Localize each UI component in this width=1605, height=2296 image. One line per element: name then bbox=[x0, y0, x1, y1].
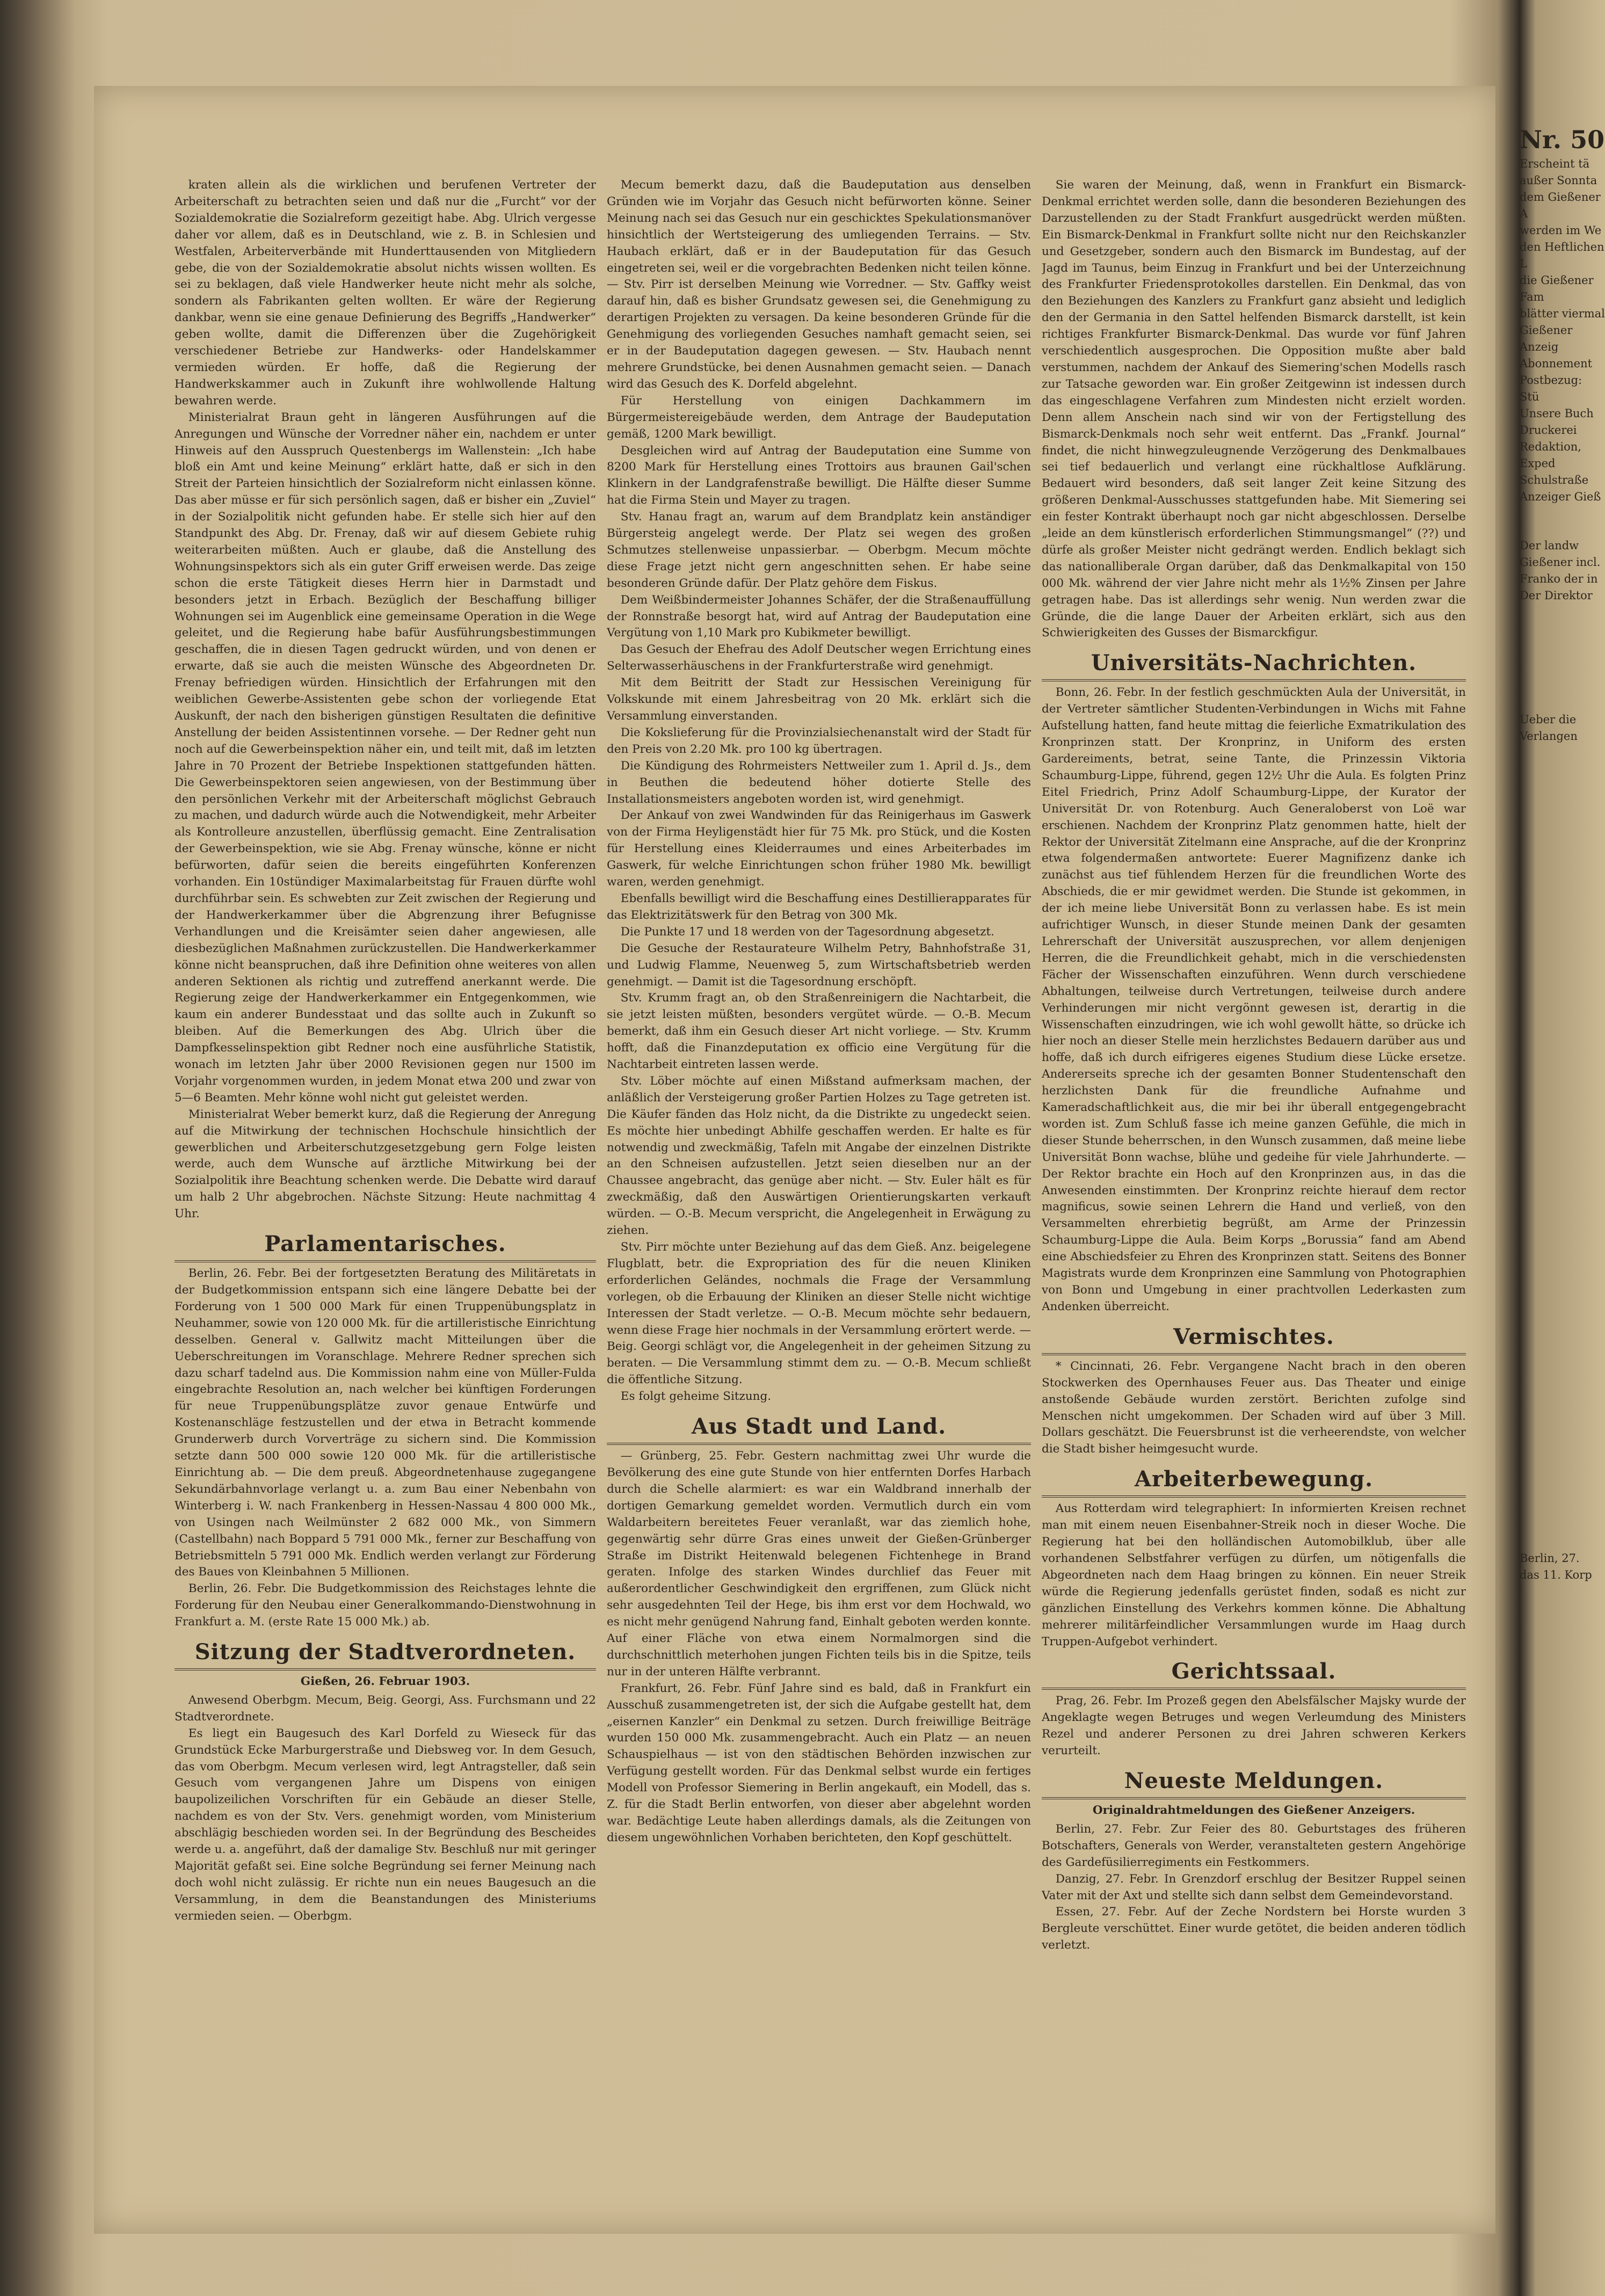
article-paragraph: Stv. Krumm fragt an, ob den Straßenreinigern die Nachtarbeit, die sie jetzt leisten müßten, besonders vergütet würde. — O.-B. Mecum bemerkt, daß ihm ein Gesuch dieser Art nicht vorliege. — Stv. Krumm hofft, daß die Finanzdeputation ex officio eine Vergütung für die Nachtarbeit eintreten lassen werde. bbox=[607, 991, 1031, 1072]
section-heading-vermischtes: Vermischtes. bbox=[1042, 1321, 1466, 1355]
article-paragraph: Es liegt ein Baugesuch des Karl Dorfeld zu Wieseck für das Grundstück Ecke Marburgerstraße und Diebsweg vor. In dem Gesuch, das vom Oberbgm. Mecum verlesen wird, legt Antragsteller, daß sein Gesuch vom vergangenen Jahre um Dispens von einigen baupolizeilichen Vorschriften für ein Gebäude an dieser Stelle, nachdem es von der Stv. Vers. genehmigt worden, vom Ministerium abschlägig beschieden worden sei. In der Begründung des Bescheides werde u. a. angeführt, daß der damalige Stv. Beschluß nur mit geringer Majorität gefaßt sei. Eine solche Begründung sei ferner Meinung nach doch wohl nicht zulässig. Er richte nun ein neues Baugesuch an die Versammlung, in dem die Beanstandungen des Ministeriums vermieden seien. — Oberbgm. bbox=[175, 1726, 596, 1923]
article-paragraph: Bonn, 26. Febr. In der festlich geschmückten Aula der Universität, in der Vertreter sämtlicher Studenten-Verbindungen in Wichs mit Fahne Aufstellung hatten, fand heute mittag die feierliche Exmatrikulation des Kronprinzen statt. Der Kronprinz, in Uniform des ersten Gardereiments, betrat, seine Tante, die Prinzessin Viktoria Schaumburg-Lippe, führend, gegen 12½ Uhr die Aula. Es folgten Prinz Eitel Friedrich, Prinz Adolf Schaumburg-Lippe, der Kurator der Universität Dr. von Rotenburg. Auch Generaloberst von Loë war erschienen. Nachdem der Kronprinz Platz genommen hatte, hielt der Rektor der Universität Zitelmann eine Ansprache, auf die der Kronprinz etwa folgendermaßen antwortete: Euerer Magnifizenz danke ich zunächst aus tief fühlendem Herzen für die freundlichen Worte des Abschieds, die er mir gewidmet werden. Die Stunde ist gekommen, in der ich meine liebe Universität Bonn zu verlassen habe. Es ist mein aufrichtiger Wunsch, in dieser Stunde meinen Dank der gesamten Lehrerschaft der Universität auszusprechen, vor allem denjenigen Herren, die die Freundlichkeit gehabt, mich in die verschiedensten Fächer der Wissenschaften einzuführen. Wenn durch verschiedene Abhaltungen, teilweise durch Vertretungen, teilweise durch andere Verhinderungen mir nicht vergönnt gewesen ist, derartig in die Wissenschaften einzudringen, wie ich wohl gewollt hätte, so drücke ich hier noch an dieser Stelle mein herzlichstes Bedauern darüber aus und hoffe, daß ich durch eifrigeres eigenes Studium diese Lücke ersetze. Andererseits spreche ich der gesamten Bonner Studentenschaft den herzlichsten Dank für die freundliche Aufnahme und Kameradschaftlichkeit aus, die mir bei ihr überall entgegengebracht worden ist. Zum Schluß fasse ich meine ganzen Gefühle, die mich in dieser Stunde beherrschen, in den Wunsch zusammen, daß meine liebe Universität Bonn wachse, blühe und gedeihe für viele Jahrhunderte. — Der Rektor brachte ein Hoch auf den Kronprinzen aus, in das die Anwesenden einstimmten. Der Kronprinz reichte hierauf dem rector magnificus, sowie seinen Lehrern die Hand und verließ, von den Versammelten ehrerbietig begrüßt, am Arme der Prinzessin Schaumburg-Lippe die Aula. Beim Korps „Borussia“ fand am Abend eine Abschiedsfeier zu Ehren des Kronprinzen statt. Seitens des Bonner Magistrats wurde dem Kronprinzen eine Sammlung von Photographien von Bonn und Umgebung in einer prachtvollen Lederkasten zum Andenken überreicht. bbox=[1042, 686, 1466, 1313]
facing-line: Ueber die bbox=[1520, 713, 1577, 726]
article-paragraph: kraten allein als die wirklichen und berufenen Vertreter der Arbeiterschaft zu betrachten seien und daß nur die „Furcht“ vor der Sozialdemokratie die Sozialreform gezeitigt habe. Abg. Ulrich vergesse daher vor allem, daß es in Deutschland, wie z. B. in Schlesien und Westfalen, Arbeiterverbände mit Hunderttausenden von Mitgliedern gebe, die von der Sozialdemokratie absolut nichts wissen wollten. Es sei zu beklagen, daß viele Handwerker heute nicht mehr als solche, sondern als Fabrikanten gelten wollten. Er wäre der Regierung dankbar, wenn sie eine genaue Definierung des Begriffs „Handwerker“ geben wollte, damit die Differenzen über die Zugehörigkeit verschiedener Betriebe zur Handwerks- oder Handelskammer vermieden würden. Er hoffe, daß die Regierung der Handwerkskammer auch in Zukunft ihre wohlwollende Haltung bewahren werde. bbox=[175, 178, 596, 408]
facing-line: Redaktion, Exped bbox=[1520, 440, 1581, 470]
facing-line: Unsere Buch bbox=[1520, 407, 1594, 420]
column-3 bbox=[1042, 177, 1466, 2218]
wire-subheading: Originaldrahtmeldungen des Gießener Anzeigers. bbox=[1092, 1804, 1415, 1818]
facing-line: Gießener incl. bbox=[1520, 556, 1601, 569]
facing-line: die Gießener Fam bbox=[1520, 274, 1594, 303]
article-paragraph: Berlin, 26. Febr. Bei der fortgesetzten Beratung des Militäretats in der Budgetkommission entspann sich eine längere Debatte bei der Forderung von 1 500 000 Mark für einen Truppenübungsplatz in Neuhammer, sowie von 120 000 Mk. für die artilleristische Einrichtung desselben. General v. Gallwitz macht Mitteilungen über die Ueberschreitungen im Voranschlage. Mehrere Redner sprechen sich dazu scharf tadelnd aus. Die Kommission nahm eine von Müller-Fulda eingebrachte Resolution an, nach welcher bei künftigen Forderungen für neue Truppenübungsplätze zuvor genaue Entwürfe und Kostenanschläge festzustellen und der etwa in Betracht kommende Grunderwerb durch Vorverträge zu sichern sind. Die Kommission setzte dann 500 000 sowie 120 000 Mk. für die artilleristische Einrichtung ab. — Die dem preuß. Abgeordnetenhause zugegangene Sekundärbahnvorlage verlangt u. a. zum Bau einer Nebenbahn von Winterberg i. W. nach Frankenberg in Hessen-Nassau 4 800 000 Mk., von Usingen nach Weilmünster 2 682 000 Mk., von Simmern (Castellbahn) nach Boppard 5 791 000 Mk., ferner zur Beschaffung von Betriebsmitteln 5 791 000 Mk. Endlich werden verlangt zur Förderung des Baues von Kleinbahnen 5 Millionen. bbox=[175, 1267, 596, 1579]
article-paragraph: Mit dem Beitritt der Stadt zur Hessischen Vereinigung für Volkskunde mit einem Jahresbeitrag von 20 Mk. erklärt sich die Versammlung einverstanden. bbox=[607, 676, 1031, 723]
facing-line: Der Direktor bbox=[1520, 589, 1593, 602]
facing-line: Gießener Anzeig bbox=[1520, 324, 1573, 353]
facing-line: Postbezug: Stü bbox=[1520, 374, 1582, 403]
article-paragraph: Ministerialrat Braun geht in längeren Ausführungen auf die Anregungen und Wünsche der Vorredner näher ein, nachdem er unter Hinweis auf den Ausspruch Questenbergs im Wallenstein: „Ich habe bloß ein Amt und keine Meinung“ erklärt hatte, daß er sich in den Streit der Parteien hinsichtlich der Sozialreform nicht einlassen könne. Das aber müsse er für sich persönlich sagen, daß er bisher ein „Zuviel“ in der Sozialpolitik nicht gefunden habe. Er stelle sich hier auf den Standpunkt des Abg. Dr. Frenay, daß wir auf diesem Gebiete ruhig weiterarbeiten müßten. Auch er glaube, daß die Anstellung des Wohnungsinspektors sich als ein guter Griff erweisen werde. Das zeige schon die erste Tätigkeit dieses Herrn hier in Darmstadt und besonders jetzt in Erbach. Bezüglich der Beschaffung billiger Wohnungen sei im Augenblick eine gemeinsame Operation in die Wege geleitet, und die Regierung habe bafür Ausführungsbestimmungen geschaffen, die in diesen Tagen gedruckt würden, und von denen er erwarte, daß sie auch die meisten Wünsche des Abgeordneten Dr. Frenay befriedigen würden. Hinsichtlich der Erfahrungen mit den weiblichen Gewerbe-Assistenten gebe schon der vorliegende Etat Auskunft, der nach den bisherigen günstigen Resultaten die definitive Anstellung der beiden Assistentinnen vorsehe. — Der Redner geht nun noch auf die Gewerbeinspektion näher ein, und teilt mit, daß im letzten Jahre in 70 Prozent der Betriebe Inspektionen stattgefunden hätten. Die Gewerbeinspektoren seien angewiesen, von der Bestimmung über den persönlichen Verkehr mit der Arbeiterschaft möglichst Gebrauch zu machen, und dadurch würde auch die Notwendigkeit, mehr Arbeiter als Kontrolleure anzustellen, überflüssig gemacht. Eine Zentralisation der Gewerbeinspektion, wie sie Abg. Frenay wünsche, könne er nicht befürworten, dafür seien die bereits eingeführten Konferenzen vorhanden. Ein 10stündiger Maximalarbeitstag für Frauen dürfte wohl durchführbar sein. Es schwebten zur Zeit zwischen der Regierung und der Handwerkerkammer über die Abgrenzung ihrer Befugnisse Verhandlungen und die Kreisämter seien daher angewiesen, alle diesbezüglichen Maßnahmen zurückzustellen. Die Handwerkerkammer könne nicht beanspruchen, daß ihre Definition ohne weiteres von allen anderen Sektionen als richtig und zutreffend anerkannt werde. Die Regierung zeige der Handwerkerkammer ein Entgegenkommen, wie kaum ein anderer Bundesstaat und das sollte auch in Zukunft so bleiben. Auf die Bemerkungen des Abg. Ulrich über die Dampfkesselinspektion gibt Redner noch eine ausführliche Statistik, wonach im letzten Jahr über 2000 Revisionen gegen nur 1500 im Vorjahr vorgenommen wurden, in jedem Monat etwa 200 und zwar von 5—6 Beamten. Mehr könne wohl nicht gut geleistet werden. bbox=[175, 410, 596, 1105]
article-paragraph: Berlin, 27. Febr. Zur Feier des 80. Geburtstages des früheren Botschafters, Generals von Werder, veranstalteten gestern Angehörige des Gardefüsilierregiments ein Festkommers. bbox=[1042, 1822, 1466, 1869]
facing-line: Berlin, 27. bbox=[1520, 1552, 1580, 1565]
column-2 bbox=[607, 177, 1031, 2218]
section-heading-neueste-meldungen: Neueste Meldungen. bbox=[1042, 1765, 1466, 1799]
article-paragraph: Es folgt geheime Sitzung. bbox=[620, 1390, 772, 1404]
section-heading-gerichtssaal: Gerichtssaal. bbox=[1042, 1655, 1466, 1690]
article-paragraph: Prag, 26. Febr. Im Prozeß gegen den Abelsfälscher Majsky wurde der Angeklagte wegen Betruges und wegen Verleumdung des Ministers Rezel und anderer Personen zu drei Jahren schweren Kerkers verurteilt. bbox=[1042, 1694, 1466, 1758]
facing-line: Druckerei bbox=[1520, 424, 1577, 437]
article-paragraph: Die Punkte 17 und 18 werden von der Tagesordnung abgesetzt. bbox=[620, 925, 994, 939]
facing-line: Erscheint tä bbox=[1520, 157, 1590, 170]
article-paragraph: Essen, 27. Febr. Auf der Zeche Nordstern bei Horste wurden 3 Bergleute verschüttet. Einer wurde getötet, die beiden anderen tödlich verletzt. bbox=[1042, 1905, 1466, 1952]
facing-page-edge bbox=[1520, 123, 1605, 2164]
article-paragraph: Stv. Löber möchte auf einen Mißstand aufmerksam machen, der anläßlich der Versteigerung großer Partien Holzes zu Tage getreten ist. Die Käufer fänden das Holz nicht, da die Distrikte zu ungedeckt seien. Es möchte hier unbedingt Abhilfe geschaffen werden. Er halte es für notwendig und zweckmäßig, Tafeln mit Angabe der einzelnen Distrikte an den Schneisen aufzustellen. Jetzt seien dieselben nur an der Chaussee angebracht, das genüge aber nicht. — Stv. Euler hält es für zweckmäßig, daß den Auswärtigen Orientierungskarten verkauft würden. — O.-B. Mecum verspricht, die Angelegenheit in Erwägung zu ziehen. bbox=[607, 1074, 1031, 1238]
facing-line: Schulstraße bbox=[1520, 474, 1589, 486]
article-paragraph: Dem Weißbindermeister Johannes Schäfer, der die Straßenauffüllung der Ronnstraße besorgt hat, wird auf Antrag der Baudeputation eine Vergütung von 1,10 Mark pro Kubikmeter bewilligt. bbox=[607, 593, 1031, 640]
article-paragraph: Anwesend Oberbgm. Mecum, Beig. Georgi, Ass. Furchsmann und 22 Stadtverordnete. bbox=[175, 1693, 596, 1724]
article-paragraph: Stv. Pirr möchte unter Beziehung auf das dem Gieß. Anz. beigelegene Flugblatt, betr. die Expropriation des für die neuen Kliniken erforderlichen Geländes, nochmals die Frage der Versammlung vorlegen, ob die Erbauung der Kliniken an dieser Stelle nicht wichtige Interessen der Stadt verletze. — O.-B. Mecum möchte sehr bedauern, wenn diese Frage hier nochmals in der Versammlung erörtert werde. — Beig. Georgi schlägt vor, die Angelegenheit in der geheimen Sitzung zu beraten. — Die Versammlung stimmt dem zu. — O.-B. Mecum schließt die öffentliche Sitzung. bbox=[607, 1240, 1031, 1387]
article-paragraph: Desgleichen wird auf Antrag der Baudeputation eine Summe von 8200 Mark für Herstellung eines Trottoirs aus braunen Gail'schen Klinkern in der Landgrafenstraße bewilligt. Die Hälfte dieser Summe hat die Firma Stein und Mayer zu tragen. bbox=[607, 444, 1031, 507]
article-paragraph: Ministerialrat Weber bemerkt kurz, daß die Regierung der Anregung auf die Mitwirkung der technischen Hochschule hinsichtlich der gewerblichen und Arbeiterschutzgesetzgebung gern Folge leisten werde, auch dem Wunsche auf ärztliche Mitwirkung bei der Sozialpolitik ihre Beachtung schenken werde. Die Debatte wird darauf um halb 2 Uhr abgebrochen. Nächste Sitzung: Heute nachmittag 4 Uhr. bbox=[175, 1107, 596, 1221]
session-dateline: Gießen, 26. Februar 1903. bbox=[300, 1675, 470, 1689]
article-paragraph: Stv. Hanau fragt an, warum auf dem Brandplatz kein anständiger Bürgersteig angelegt werde. Der Platz sei wegen des großen Schmutzes stellenweise unpassierbar. — Oberbgm. Mecum möchte diese Frage jetzt nicht gern angeschnitten sehen. Er habe seine besonderen Gründe dafür. Der Platz gehöre dem Fiskus. bbox=[607, 510, 1031, 590]
article-paragraph: Danzig, 27. Febr. In Grenzdorf erschlug der Besitzer Ruppel seinen Vater mit der Axt und stellte sich dann selbst dem Gemeindevorstand. bbox=[1042, 1872, 1466, 1902]
facing-line: blätter viermal bbox=[1520, 307, 1605, 320]
section-heading-universitaets-nachrichten: Universitäts-Nachrichten. bbox=[1042, 647, 1466, 681]
article-paragraph: Berlin, 26. Febr. Die Budgetkommission des Reichstages lehnte die Forderung für den Neubau einer Generalkommando-Dienstwohnung in Frankfurt a. M. (erste Rate 15 000 Mk.) ab. bbox=[175, 1582, 596, 1629]
column-1 bbox=[175, 177, 596, 2218]
section-heading-arbeiterbewegung: Arbeiterbewegung. bbox=[1042, 1463, 1466, 1498]
facing-line: werden im We bbox=[1520, 224, 1602, 237]
article-paragraph: Sie waren der Meinung, daß, wenn in Frankfurt ein Bismarck-Denkmal errichtet werden solle, dann die besonderen Beziehungen des Darzustellenden zu der Stadt Frankfurt ausgedrückt werden müßten. Ein Bismarck-Denkmal in Frankfurt sollte nicht nur den Reichskanzler und Gesetzgeber, sondern auch den Bismarck im Bundestag, auf der Jagd im Taunus, beim Einzug in Frankfurt und bei der Unterzeichnung des Frankfurter Friedensprotokolles darstellen. Ein Denkmal, das von den Beziehungen des Kanzlers zu Frankfurt ganz absieht und lediglich den der Germania in den Sattel helfenden Bismarck darstellt, ist kein richtiges Frankfurter Bismarck-Denkmal. Das wurde vor fünf Jahren verschiedentlich ausgesprochen. Die Opposition mußte aber bald verstummen, nachdem der Ankauf des Siemering'schen Modells rasch zur Tatsache geworden war. Ein großer Zeitgewinn ist indessen durch das eingeschlagene Verfahren zum Mindesten nicht erzielt worden. Denn allem Anschein nach sind wir von der Fertigstellung des Bismarck-Denkmals noch sehr weit entfernt. Das „Frankf. Journal“ findet, die nicht hinwegzuleugnende Verzögerung des Denkmalbaues sei tief bedauerlich und verlangt eine rückhaltlose Aufklärung. Bedauert wird besonders, daß seit langer Zeit keine Sitzung des größeren Denkmal-Ausschusses stattgefunden habe. Mit Siemering sei ein fester Kontrakt überhaupt noch gar nicht abgeschlossen. Derselbe „leide an dem künstlerisch erforderlichen Stimmungsmangel“ (??) und dürfe als großer Meister nicht gedrängt werden. Endlich beklagt sich das nationalliberale Organ darüber, daß das Denkmalkapital von 150 000 Mk. während der vier Jahre nicht mehr als 1½% Zinsen per Jahre getragen habe. Das ist allerdings sehr wenig. Nun werden zwar die Gründe, die die lange Dauer der Arbeiten erklärt, sich aus den Schwierigkeiten des Gusses der Bismarckfigur. bbox=[1042, 178, 1466, 640]
facing-line: dem Gießener A bbox=[1520, 191, 1601, 220]
facing-line: Der landw bbox=[1520, 539, 1579, 552]
facing-line: das 11. Korp bbox=[1520, 1568, 1592, 1581]
article-paragraph: Die Gesuche der Restaurateure Wilhelm Petry, Bahnhofstraße 31, und Ludwig Flamme, Neuenweg 5, zum Wirtschaftsbetrieb werden genehmigt. — Damit ist die Tagesordnung erschöpft. bbox=[607, 941, 1031, 989]
section-heading-parlamentarisches: Parlamentarisches. bbox=[175, 1228, 596, 1262]
facing-line: außer Sonnta bbox=[1520, 174, 1597, 187]
article-paragraph: — Grünberg, 25. Febr. Gestern nachmittag zwei Uhr wurde die Bevölkerung des eine gute Stunde von hier entfernten Dorfes Harbach durch die Schelle alarmiert: es war ein Waldbrand innerhalb der dortigen Gemarkung gemeldet worden. Vermutlich durch ein vom Waldarbeitern bereitetes Feuer veranlaßt, war das ziemlich hohe, gegenwärtig sehr dürre Gras eines unweit der Gießen-Grünberger Straße im Distrikt Heitenwald belegenen Fichtenhege in Brand geraten. Infolge des starken Windes durchlief das Feuer mit außerordentlicher Geschwindigkeit den ergriffenen, zum Glück nicht sehr ausgedehnten Teil der Hege, bis ihm erst vor dem Hochwald, wo es nicht mehr genügend Nahrung fand, Einhalt geboten werden konnte. Auf einer Fläche von etwa einem Normalmorgen sind die durchschnittlich meterhohen jungen Fichten teils bis in die Spitze, teils nur in der unteren Hälfte verbrannt. bbox=[607, 1449, 1031, 1679]
article-paragraph: Der Ankauf von zwei Wandwinden für das Reinigerhaus im Gaswerk von der Firma Heyligenstädt hier für 75 Mk. pro Stück, und die Kosten für Herstellung eines Kleiderraumes und eines Arbeiterbades im Gaswerk, für welche Einrichtungen schon früher 1980 Mk. bewilligt waren, werden genehmigt. bbox=[607, 809, 1031, 889]
article-paragraph: Das Gesuch der Ehefrau des Adolf Deutscher wegen Errichtung eines Selterwasserhäuschens in der Frankfurterstraße wird genehmigt. bbox=[607, 643, 1031, 673]
facing-line: Anzeiger Gieß bbox=[1520, 490, 1601, 503]
facing-line: Abonnement bbox=[1520, 357, 1593, 370]
article-paragraph: Frankfurt, 26. Febr. Fünf Jahre sind es bald, daß in Frankfurt ein Ausschuß zusammengetreten ist, der sich die Aufgabe gestellt hat, dem „eisernen Kanzler“ ein Denkmal zu setzen. Durch freiwillige Beiträge wurden 150 000 Mk. zusammengebracht. Auch ein Platz — an neuen Schauspielhaus — ist von den städtischen Behörden inzwischen zur Verfügung gestellt worden. Für das Denkmal selbst wurde ein fertiges Modell von Professor Siemering in Berlin angekauft, ein Modell, das s. Z. für die Stadt Berlin entworfen, von dieser aber abgelehnt worden war. Bedächtige Leute haben allerdings damals, als die Zeitungen von diesem ungewöhnlichen Vorhaben berichteten, den Kopf geschüttelt. bbox=[607, 1681, 1031, 1844]
facing-line: Verlangen bbox=[1520, 730, 1578, 743]
article-paragraph: Ebenfalls bewilligt wird die Beschaffung eines Destillierapparates für das Elektrizitätswerk für den Betrag von 300 Mk. bbox=[607, 891, 1031, 922]
article-paragraph: Die Kündigung des Rohrmeisters Nettweiler zum 1. April d. Js., dem in Beuthen die bedeutend höher dotierte Stelle des Installationsmeisters angeboten worden ist, wird genehmigt. bbox=[607, 759, 1031, 806]
section-heading-aus-stadt-und-land: Aus Stadt und Land. bbox=[607, 1411, 1031, 1445]
article-paragraph: * Cincinnati, 26. Febr. Vergangene Nacht brach in den oberen Stockwerken des Opernhauses Feuer aus. Das Theater und einige anstoßende Gebäude wurden zerstört. Berichten zufolge sind Menschen nicht umgekommen. Der Schaden wird auf über 3 Mill. Dollars geschätzt. Die Feuersbrunst ist die verheerendste, von welcher die Stadt bisher heimgesucht wurde. bbox=[1042, 1359, 1466, 1456]
section-heading-stadtverordneten: Sitzung der Stadtverordneten. bbox=[175, 1636, 596, 1670]
facing-line: den Heftlichen L bbox=[1520, 241, 1604, 270]
article-paragraph: Die Kokslieferung für die Provinzialsiechenanstalt wird der Stadt für den Preis von 2.20 Mk. pro 100 kg übertragen. bbox=[607, 725, 1031, 756]
article-paragraph: Mecum bemerkt dazu, daß die Baudeputation aus denselben Gründen wie im Vorjahr das Gesuch nicht befürworten könne. Seiner Meinung nach sei das Gesuch nur ein geschicktes Spekulationsmanöver hinsichtlich der Wertsteigerung des umliegenden Terrains. — Stv. Haubach erklärt, daß er in der Baudeputation für das Gesuch eingetreten sei, weil er die vorgebrachten Bedenken nicht teilen könne. — Stv. Pirr ist derselben Meinung wie Vorredner. — Stv. Gaffky weist darauf hin, daß es bisher Grundsatz gewesen sei, die Genehmigung zu derartigen Projekten zu versagen. Da keine besonderen Gründe für die Genehmigung des vorliegenden Gesuches namhaft gemacht seien, sei er in der Baudeputation dagegen gewesen. — Stv. Haubach nennt mehrere Grundstücke, bei denen Ausnahmen gemacht seien. — Danach wird das Gesuch des K. Dorfeld abgelehnt. bbox=[607, 178, 1031, 391]
newspaper-page bbox=[94, 86, 1495, 2234]
facing-line: Franko der in bbox=[1520, 572, 1598, 585]
article-paragraph: Aus Rotterdam wird telegraphiert: In informierten Kreisen rechnet man mit einem neuen Eisenbahner-Streik noch in dieser Woche. Die Regierung hat bei den holländischen Automobilklub, über alle vorhandenen Selbstfahrer verfügen zu dürfen, um nötigenfalls die Abgeordneten nach dem Haag bringen zu können. Ein neuer Streik würde die Regierung jedenfalls gerüstet finden, sodaß es nicht zur gänzlichen Einstellung des Verkehrs kommen könne. Die Abhaltung mehrerer militärfeindlicher Versammlungen wurde im Haag durch Truppen-Aufgebot verhindert. bbox=[1042, 1502, 1466, 1648]
issue-number: Nr. 50 bbox=[1520, 125, 1605, 154]
article-paragraph: Für Herstellung von einigen Dachkammern im Bürgermeistereigebäude werden, dem Antrage der Baudeputation gemäß, 1200 Mark bewilligt. bbox=[607, 394, 1031, 441]
